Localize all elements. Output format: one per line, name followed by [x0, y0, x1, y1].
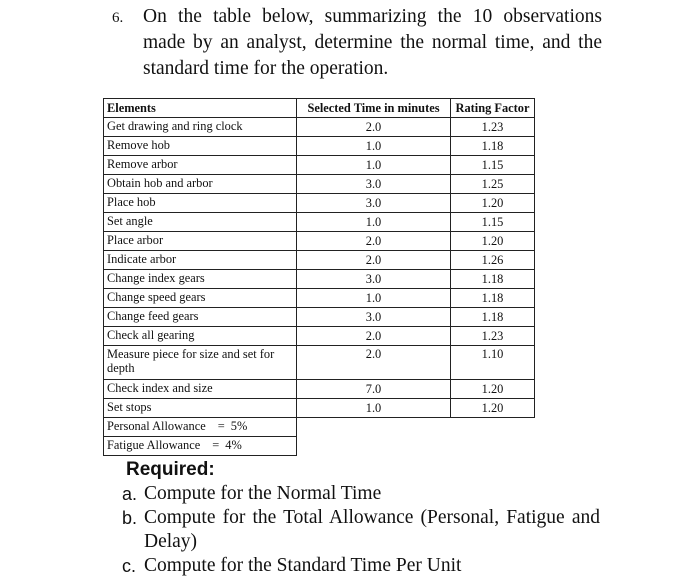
observation-table-wrapper: [103, 98, 535, 456]
element-cell: Change feed gears: [104, 308, 297, 327]
table-row: [104, 346, 535, 380]
element-cell: Get drawing and ring clock: [104, 118, 297, 137]
rating-cell: 1.20: [451, 232, 535, 251]
time-cell: 1.0: [297, 289, 451, 308]
required-item-c: [122, 554, 600, 578]
header-elements: Elements: [104, 99, 297, 118]
time-cell: 2.0: [297, 118, 451, 137]
element-cell: Check index and size: [104, 380, 297, 399]
required-item-text: Compute for the Total Allowance (Personal, Fatigue and Delay): [144, 507, 600, 552]
time-cell: 3.0: [297, 308, 451, 327]
rating-cell: 1.18: [451, 289, 535, 308]
required-list: [122, 482, 600, 578]
element-cell: Check all gearing: [104, 327, 297, 346]
header-selected-time: Selected Time in minutes: [297, 99, 451, 118]
table-row: [104, 308, 535, 327]
element-cell: Place hob: [104, 194, 297, 213]
rating-cell: 1.18: [451, 270, 535, 289]
table-row: [104, 156, 535, 175]
allowance-cell: [104, 418, 297, 437]
rating-cell: 1.23: [451, 118, 535, 137]
rating-cell: 1.25: [451, 175, 535, 194]
allowance-row: [104, 437, 535, 456]
time-cell: 1.0: [297, 213, 451, 232]
allowance-label: Personal Allowance: [107, 419, 206, 433]
required-item-b: [122, 506, 600, 554]
element-cell: Remove arbor: [104, 156, 297, 175]
time-cell: 2.0: [297, 251, 451, 270]
element-cell: Set stops: [104, 399, 297, 418]
table-row: [104, 232, 535, 251]
header-rating-factor: Rating Factor: [451, 99, 535, 118]
observation-table: [103, 98, 535, 456]
allowance-value: 4%: [225, 438, 242, 452]
rating-cell: 1.10: [451, 346, 535, 380]
required-item-a: [122, 482, 600, 506]
allowance-row: [104, 418, 535, 437]
question-text: On the table below, summarizing the 10 observations made by an analyst, determine the normal time, and the standard time for the operation.: [143, 6, 602, 79]
question: [112, 4, 602, 82]
allowance-equals: =: [217, 419, 225, 433]
element-cell: Indicate arbor: [104, 251, 297, 270]
rating-cell: 1.20: [451, 194, 535, 213]
table-row: [104, 194, 535, 213]
element-cell: Set angle: [104, 213, 297, 232]
allowance-value: 5%: [230, 419, 248, 433]
table-body: [104, 118, 535, 456]
time-cell: 3.0: [297, 194, 451, 213]
time-cell: 2.0: [297, 346, 451, 380]
required-item-text: Compute for the Normal Time: [144, 483, 382, 504]
table-row: [104, 175, 535, 194]
required-item-letter: a.: [122, 484, 138, 504]
time-cell: 2.0: [297, 327, 451, 346]
element-cell: Remove hob: [104, 137, 297, 156]
time-cell: 3.0: [297, 270, 451, 289]
rating-cell: 1.15: [451, 156, 535, 175]
table-row: [104, 399, 535, 418]
required-heading: Required:: [126, 459, 215, 480]
rating-cell: 1.18: [451, 308, 535, 327]
rating-cell: 1.23: [451, 327, 535, 346]
table-row: [104, 380, 535, 399]
time-cell: 3.0: [297, 175, 451, 194]
rating-cell: 1.18: [451, 137, 535, 156]
table-header-row: [104, 99, 535, 118]
element-cell: Change index gears: [104, 270, 297, 289]
table-row: [104, 270, 535, 289]
table-row: [104, 118, 535, 137]
question-number: 6.: [112, 10, 124, 26]
time-cell: 1.0: [297, 399, 451, 418]
time-cell: 1.0: [297, 137, 451, 156]
table-row: [104, 213, 535, 232]
element-cell: Obtain hob and arbor: [104, 175, 297, 194]
rating-cell: 1.20: [451, 399, 535, 418]
rating-cell: 1.15: [451, 213, 535, 232]
table-row: [104, 137, 535, 156]
table-row: [104, 327, 535, 346]
rating-cell: 1.20: [451, 380, 535, 399]
time-cell: 7.0: [297, 380, 451, 399]
time-cell: 2.0: [297, 232, 451, 251]
table-row: [104, 251, 535, 270]
element-cell: Change speed gears: [104, 289, 297, 308]
rating-cell: 1.26: [451, 251, 535, 270]
required-item-text: Compute for the Standard Time Per Unit: [144, 555, 462, 576]
table-row: [104, 289, 535, 308]
allowance-cell: [104, 437, 297, 456]
required-item-letter: b.: [122, 508, 138, 528]
allowance-equals: =: [212, 438, 220, 452]
time-cell: 1.0: [297, 156, 451, 175]
element-cell: Place arbor: [104, 232, 297, 251]
element-cell: Measure piece for size and set for depth: [104, 346, 297, 380]
required-item-letter: c.: [122, 556, 137, 576]
allowance-label: Fatigue Allowance: [107, 438, 201, 452]
